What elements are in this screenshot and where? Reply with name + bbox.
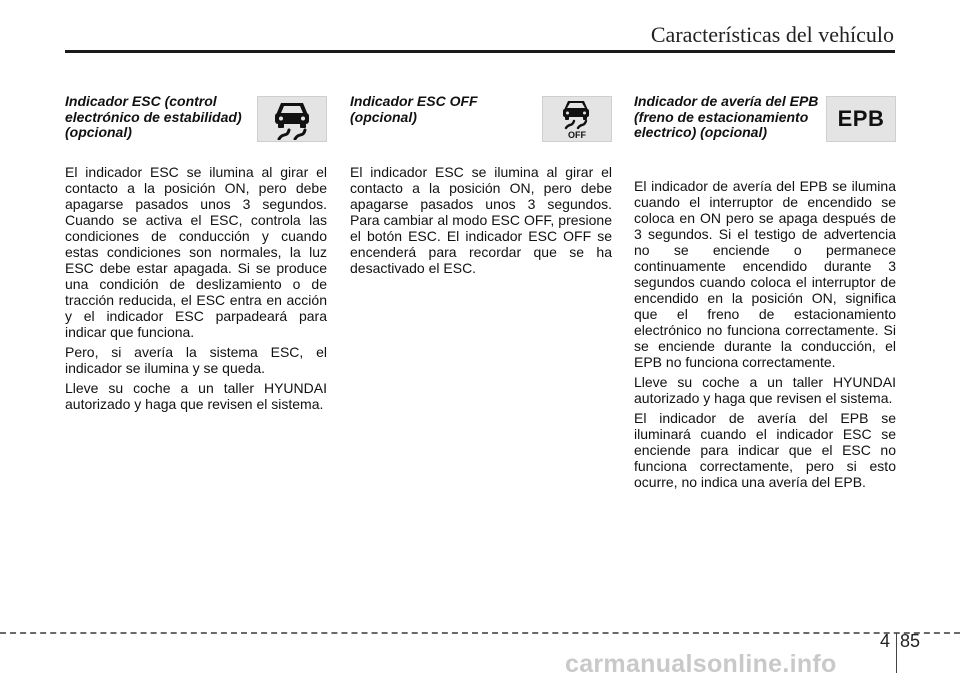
column-esc-off [350, 94, 612, 280]
column-epb [634, 94, 896, 494]
page-separator [896, 633, 897, 673]
paragraph: El indicador de avería del EPB se ilumina cuando el interruptor de encendido se coloca en ON pero se apaga después de 3 segundos. Si el testigo de advertencia no se enciende o permanece continuamente encendido durante 3 segundos cuando coloca el interruptor de encendido en la posición ON, significa que el freno de estacionamiento electrónico no funciona correctamente. Si se enciende durante la conducción, el EPB no funciona correctamente. [634, 178, 896, 370]
indicator-title: Indicador ESC OFF (opcional) [350, 93, 478, 125]
paragraph: Lleve su coche a un taller HYUNDAI autorizado y haga que revisen el sistema. [65, 380, 327, 412]
indicator-title: Indicador ESC (control electrónico de estabilidad) (opcional) [65, 93, 242, 140]
epb-icon: EPB [837, 106, 885, 131]
paragraph: Lleve su coche a un taller HYUNDAI autorizado y haga que revisen el sistema. [634, 374, 896, 406]
paragraph: Pero, si avería la sistema ESC, el indicador se ilumina y se queda. [65, 344, 327, 376]
indicator-description [634, 178, 896, 490]
page-number: 85 [900, 631, 921, 651]
esc-off-indicator-box [542, 96, 612, 142]
esc-indicator-box [257, 96, 327, 142]
watermark-logo: carmanualsonline.info [565, 650, 837, 676]
section-title: Características del vehículo [650, 22, 894, 47]
epb-indicator-box [826, 96, 896, 142]
header-rule [65, 50, 895, 53]
esc-off-icon [555, 98, 599, 140]
column-header [65, 94, 327, 150]
off-label: OFF [568, 130, 586, 140]
paragraph: El indicador de avería del EPB se iluminará cuando el indicador ESC se enciende para indicar que el ESC no funciona correctamente, pero si esto ocurre, no indica una avería del EPB. [634, 410, 896, 490]
esc-car-skid-icon [270, 98, 314, 140]
indicator-description [65, 164, 327, 412]
indicator-title: Indicador de avería del EPB (freno de estacionamiento electrico) (opcional) [634, 93, 819, 140]
footer-divider [0, 632, 960, 634]
column-header [350, 94, 612, 150]
indicator-description [350, 164, 612, 276]
paragraph: El indicador ESC se ilumina al girar el contacto a la posición ON, pero debe apagarse pasados unos 3 segundos. Para cambiar al modo ESC OFF, presione el botón ESC. El indicador ESC OFF se encenderá para recordar que se ha desactivado el ESC. [350, 164, 612, 276]
column-esc [65, 94, 327, 416]
column-header [634, 94, 896, 164]
paragraph: El indicador ESC se ilumina al girar el contacto a la posición ON, pero debe apagarse pasados unos 3 segundos. Cuando se activa el ESC, controla las condiciones de conducción y cuando estas condiciones son normales, la luz ESC debe estar apagada. Si se produce una condición de deslizamiento o de tracción reducida, el ESC entra en acción y el indicador ESC parpadeará para indicar que funciona. [65, 164, 327, 340]
chapter-number: 4 [880, 631, 891, 651]
